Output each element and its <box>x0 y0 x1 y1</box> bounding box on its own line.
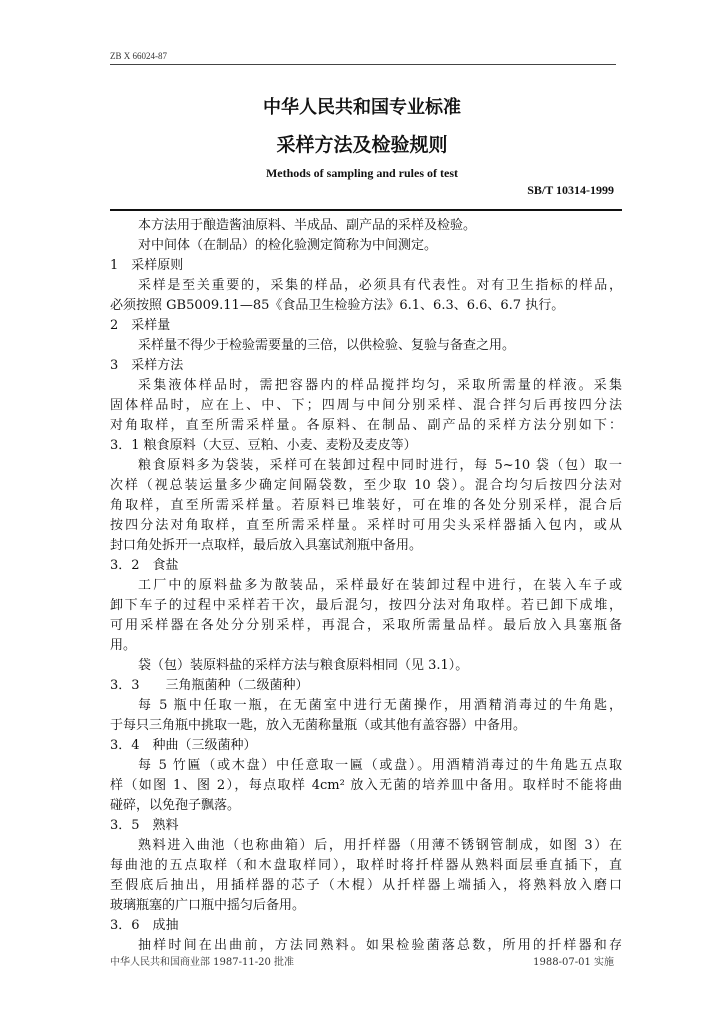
text-line: 采样是至关重要的，采集的样品，必须具有代表性。对有卫生指标的样品， <box>138 278 622 293</box>
text-line: 抽样时间在出曲前，方法同熟料。如果检验菌落总数，所用的扦样器和存 <box>138 938 622 953</box>
standard-category-title: 中华人民共和国专业标准 <box>263 97 461 118</box>
text-line: 必须按照 GB5009.11—85《食品卫生检验方法》6.1、6.3、6.6、6.7 执行。 <box>110 298 565 313</box>
text-line: 角取样，直至所需采样量。若原料已堆装好，可在堆的各处分别采样，混合后 <box>110 498 622 513</box>
footer-approval: 中华人民共和国商业部 1987-11-20 批准 <box>110 957 295 968</box>
text-line: 对中间体（在制品）的检化验测定简称为中间测定。 <box>138 238 438 253</box>
text-line: 封口角处拆开一点取样，最后放入具塞试剂瓶中备用。 <box>110 538 423 553</box>
text-line: 次样（视总装运量多少确定间隔袋数，至少取 10 袋）。混合均匀后按四分法对 <box>110 478 622 493</box>
text-line: 工厂中的原料盐多为散装品，采样最好在装卸过程中进行，在装入车子或 <box>138 578 622 593</box>
text-line: 3．4 种曲（三级菌种） <box>110 738 257 753</box>
text-line: 3．2 食盐 <box>110 558 179 573</box>
text-line: 3 采样方法 <box>110 358 184 373</box>
text-line: 至假底后抽出，用插样器的芯子（木棍）从扦样器上端插入，将熟料放入磨口 <box>110 878 622 893</box>
text-line: 1 采样原则 <box>110 258 184 273</box>
title-rule <box>110 209 622 211</box>
document-body <box>110 216 622 956</box>
text-line: 于每只三角瓶中挑取一匙，放入无菌称量瓶（或其他有盖容器）中备用。 <box>110 718 527 733</box>
footer-effective-date: 1988-07-01 实施 <box>533 957 614 968</box>
text-line: 2 采样量 <box>110 318 171 333</box>
text-line: 样（如图 1、图 2），每点取样 4cm² 放入无菌的培养皿中备用。取样时不能将曲 <box>110 778 622 793</box>
header-rule <box>110 64 616 65</box>
text-line: 采样量不得少于检验需要量的三倍，以供检验、复验与备查之用。 <box>138 338 516 353</box>
text-line: 每曲池的五点取样（和木盘取样同），取样时将扦样器从熟料面层垂直插下，直 <box>110 858 622 873</box>
standard-number: SB/T 10314-1999 <box>527 183 614 197</box>
text-line: 3．5 熟料 <box>110 818 179 833</box>
text-line: 可用采样器在各处分分别采样，再混合，采取所需量品样。最后放入具塞瓶备 <box>110 618 622 633</box>
text-line: 碰碎，以免孢子飘落。 <box>110 798 241 813</box>
text-line: 3．1 粮食原料（大豆、豆粕、小麦、麦粉及麦皮等） <box>110 438 417 453</box>
text-line: 按四分法对角取样，直至所需采样量。采样时可用尖头采样器插入包内，或从 <box>110 518 622 533</box>
text-line: 袋（包）装原料盐的采样方法与粮食原料相同（见 3.1）。 <box>138 658 469 673</box>
text-line: 熟料进入曲池（也称曲箱）后，用扦样器（用薄不锈钢管制成，如图 3）在 <box>138 838 622 853</box>
text-line: 每 5 竹匾（或木盘）中任意取一匾（或盘）。用酒精消毒过的牛角匙五点取 <box>138 758 622 773</box>
text-line: 3．3 三角瓶菌种（二级菌种） <box>110 678 309 693</box>
text-line: 每 5 瓶中任取一瓶，在无菌室中进行无菌操作，用酒精消毒过的牛角匙， <box>138 698 622 713</box>
text-line: 对角取样，直至所需采样量。各原料、在制品、副产品的采样方法分别如下： <box>110 418 622 433</box>
text-line: 3．6 成抽 <box>110 918 179 933</box>
text-line: 粮食原料多为袋装，采样可在装卸过程中同时进行，每 5~10 袋（包）取一 <box>138 458 622 473</box>
text-line: 本方法用于酿造酱油原料、半成品、副产品的采样及检验。 <box>138 218 477 233</box>
header-code: ZB X 66024-87 <box>110 51 167 61</box>
text-line: 采集液体样品时，需把容器内的样品搅拌均匀，采取所需量的样液。采集 <box>138 378 622 393</box>
text-line: 用。 <box>110 638 137 653</box>
document-title: 采样方法及检验规则 <box>276 134 448 156</box>
text-line: 卸下车子的过程中采样若干次，最后混匀，按四分法对角取样。若已卸下成堆， <box>110 598 622 613</box>
text-line: 固体样品时，应在上、中、下；四周与中间分别采样、混合拌匀后再按四分法 <box>110 398 622 413</box>
text-line: 玻璃瓶塞的广口瓶中摇匀后备用。 <box>110 898 306 913</box>
english-title: Methods of sampling and rules of test <box>265 166 458 180</box>
